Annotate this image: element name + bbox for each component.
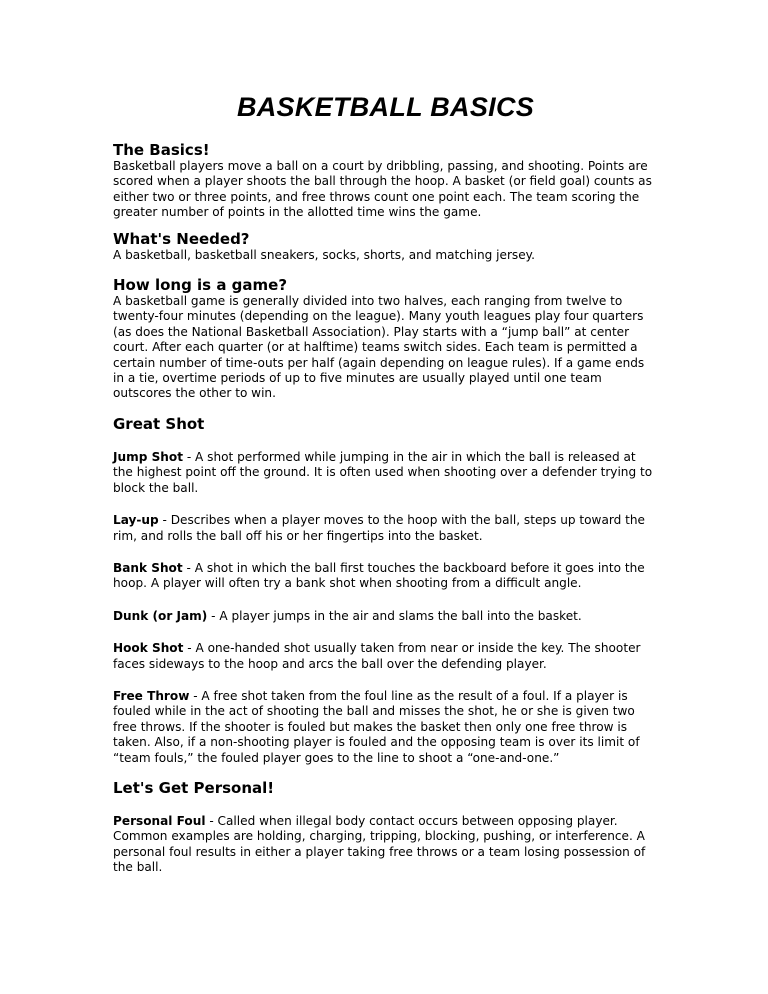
- definition-text: - Describes when a player moves to the hoop with the ball, steps up toward the rim, and rolls the ball off his or her fingertips into the basket.: [113, 513, 645, 543]
- definition-term: Personal Foul: [113, 813, 206, 828]
- section-heading-personal: Let's Get Personal!: [113, 778, 275, 797]
- definition-text: - A free shot taken from the foul line as the result of a foul. If a player is fouled while in the act of shooting the ball and misses the shot, he or she is given two free throws. If the shooter is fouled but makes the basket then only one free throw is taken. Also, if a non-shooting player is fouled and the opposing team is over its limit of “team fouls,” the fouled player goes to the line to shoot a “one-and-one.”: [113, 688, 640, 765]
- definition-term: Free Throw: [113, 688, 190, 703]
- definition-term: Hook Shot: [113, 641, 184, 656]
- section-heading-needed: What's Needed?: [113, 229, 250, 248]
- definition-text: - Called when illegal body contact occurs between opposing player. Common examples are holding, charging, tripping, blocking, pushing, or interference. A personal foul results in either a player taking free throws or a team losing possession of the ball.: [113, 813, 646, 875]
- definition-item: [113, 513, 658, 544]
- definition-item: [113, 561, 658, 592]
- section-text-game-length: A basketball game is generally divided into two halves, each ranging from twelve to twenty-four minutes (depending on the league). Many youth leagues play four quarters (as does the National Basketball Association). Play starts with a “jump ball” at center court. After each quarter (or at halftime) teams switch sides. Each team is permitted a certain number of time-outs per half (again depending on league rules). If a game ends in a tie, overtime periods of up to five minutes are usually played until one team outscores the other to win.: [113, 294, 645, 401]
- definition-term: Jump Shot: [113, 449, 183, 464]
- section-heading-basics: The Basics!: [113, 141, 210, 159]
- definition-term: Bank Shot: [113, 560, 183, 575]
- section-text-basics: Basketball players move a ball on a court by dribbling, passing, and shooting. Points are scored when a player shoots the ball through the hoop. A basket (or field goal) counts as either two or three points, and free throws count one point each. The team scoring the greater number of points in the allotted time wins the game.: [113, 159, 652, 220]
- definition-item: [113, 641, 658, 672]
- definition-item: [113, 689, 658, 766]
- document-page: [113, 90, 658, 876]
- definition-item: [113, 814, 658, 876]
- page-title: BASKETBALL BASICS: [236, 92, 535, 122]
- definition-text: - A player jumps in the air and slams the ball into the basket.: [207, 608, 582, 623]
- section-heading-great-shot: Great Shot: [113, 414, 205, 433]
- definition-term: Dunk (or Jam): [113, 608, 208, 623]
- definition-item: [113, 609, 658, 624]
- section-heading-game-length: How long is a game?: [113, 276, 288, 295]
- definition-text: - A shot performed while jumping in the air in which the ball is released at the highest point off the ground. It is often used when shooting over a defender trying to block the ball.: [113, 449, 653, 495]
- definition-item: [113, 450, 658, 496]
- section-text-needed: A basketball, basketball sneakers, socks, shorts, and matching jersey.: [113, 247, 535, 262]
- definition-term: Lay-up: [113, 513, 159, 528]
- definition-text: - A shot in which the ball first touches the backboard before it goes into the hoop. A player will often try a bank shot when shooting from a difficult angle.: [113, 560, 645, 591]
- definition-text: - A one-handed shot usually taken from near or inside the key. The shooter faces sideways to the hoop and arcs the ball over the defending player.: [113, 641, 641, 671]
